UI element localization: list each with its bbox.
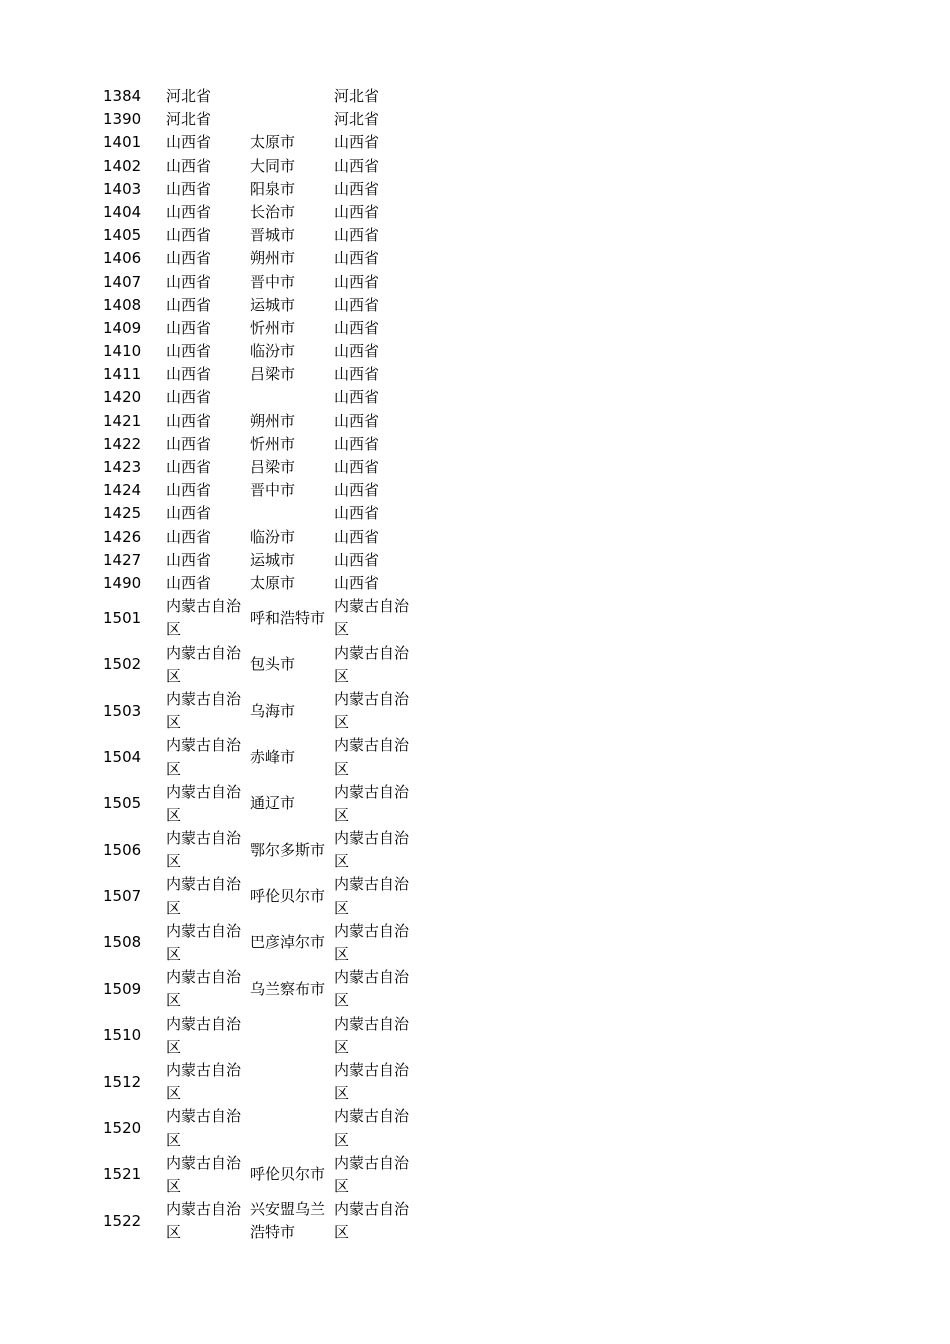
- province-repeat-cell: 内蒙古自治区: [334, 736, 410, 778]
- city-cell: 呼伦贝尔市: [250, 887, 326, 906]
- city-cell: 太原市: [250, 573, 296, 592]
- province-cell: 内蒙古自治区: [166, 829, 242, 871]
- table-row: [100, 108, 420, 131]
- city-cell: 呼和浩特市: [250, 608, 326, 627]
- province-cell: 山西省: [166, 411, 212, 430]
- table-row: [100, 1059, 420, 1105]
- province-repeat-cell: 山西省: [334, 249, 380, 268]
- table-row: [100, 827, 420, 873]
- table-row: [100, 595, 420, 641]
- province-repeat-cell: 山西省: [334, 318, 380, 337]
- province-cell: 山西省: [166, 318, 212, 337]
- code-cell: 1410: [103, 342, 142, 361]
- city-cell: 大同市: [250, 156, 296, 175]
- province-repeat-cell: 山西省: [334, 527, 380, 546]
- province-cell: 山西省: [166, 434, 212, 453]
- code-cell: 1520: [103, 1119, 142, 1138]
- code-cell: 1411: [103, 365, 142, 384]
- code-cell: 1422: [103, 434, 142, 453]
- province-cell: 内蒙古自治区: [166, 1014, 242, 1056]
- table-row: [100, 178, 420, 201]
- province-cell: 内蒙古自治区: [166, 1107, 242, 1149]
- city-cell: 晋中市: [250, 481, 296, 500]
- code-cell: 1401: [103, 133, 142, 152]
- table-row: [100, 1198, 420, 1244]
- province-cell: 山西省: [166, 249, 212, 268]
- province-repeat-cell: 内蒙古自治区: [334, 689, 410, 732]
- province-cell: 山西省: [166, 573, 212, 592]
- table-row: [100, 131, 420, 154]
- province-cell: 山西省: [166, 504, 212, 523]
- city-cell: 包头市: [250, 655, 296, 674]
- table-row: [100, 340, 420, 363]
- table-row: [100, 317, 420, 340]
- province-repeat-cell: 河北省: [334, 87, 380, 105]
- province-repeat-cell: 内蒙古自治区: [334, 921, 410, 964]
- province-repeat-cell: 河北省: [334, 110, 380, 129]
- city-cell: 晋城市: [250, 226, 296, 245]
- province-cell: 内蒙古自治区: [166, 782, 242, 824]
- table-row: [100, 966, 420, 1012]
- province-repeat-cell: 内蒙古自治区: [334, 1153, 410, 1196]
- province-cell: 山西省: [166, 133, 212, 152]
- code-cell: 1506: [103, 840, 142, 859]
- province-cell: 山西省: [166, 156, 212, 175]
- province-cell: 山西省: [166, 295, 212, 314]
- code-cell: 1522: [103, 1211, 142, 1230]
- province-cell: 山西省: [166, 527, 212, 546]
- province-cell: 山西省: [166, 458, 212, 476]
- province-repeat-cell: 内蒙古自治区: [334, 829, 410, 871]
- table-row: [100, 734, 420, 780]
- table-row: [100, 781, 420, 827]
- city-cell: 晋中市: [250, 272, 296, 291]
- table-row: [100, 873, 420, 919]
- city-cell: 巴彦淖尔市: [250, 933, 326, 952]
- table-row: [100, 247, 420, 270]
- region-code-table: [100, 85, 420, 1245]
- province-cell: 山西省: [166, 342, 212, 361]
- code-cell: 1509: [103, 979, 142, 998]
- city-cell: 呼伦贝尔市: [250, 1165, 326, 1184]
- province-repeat-cell: 内蒙古自治区: [334, 1061, 410, 1103]
- code-cell: 1420: [103, 388, 142, 407]
- province-repeat-cell: 内蒙古自治区: [334, 643, 410, 685]
- code-cell: 1507: [103, 887, 142, 906]
- province-cell: 内蒙古自治区: [166, 968, 242, 1010]
- code-cell: 1425: [103, 504, 142, 523]
- code-cell: 1390: [103, 110, 142, 129]
- code-cell: 1503: [103, 701, 142, 720]
- province-repeat-cell: 内蒙古自治区: [334, 875, 410, 917]
- province-repeat-cell: 山西省: [334, 504, 380, 523]
- city-cell: 兴安盟乌兰浩特市: [250, 1200, 326, 1242]
- table-row: [100, 549, 420, 572]
- province-cell: 内蒙古自治区: [166, 1200, 242, 1242]
- province-cell: 内蒙古自治区: [166, 597, 242, 639]
- code-cell: 1510: [103, 1026, 142, 1045]
- city-cell: 通辽市: [250, 794, 296, 813]
- province-cell: 河北省: [166, 87, 212, 105]
- province-repeat-cell: 内蒙古自治区: [334, 597, 410, 639]
- code-cell: 1490: [103, 573, 142, 592]
- table-row: [100, 271, 420, 294]
- city-cell: 乌兰察布市: [250, 979, 326, 998]
- city-cell: 乌海市: [250, 701, 296, 720]
- city-cell: 临汾市: [250, 527, 296, 546]
- city-cell: 吕梁市: [250, 458, 296, 476]
- table-row: [100, 201, 420, 224]
- table-row: [100, 85, 420, 108]
- province-repeat-cell: 山西省: [334, 226, 380, 245]
- province-repeat-cell: 内蒙古自治区: [334, 1200, 410, 1242]
- code-cell: 1403: [103, 179, 142, 198]
- province-repeat-cell: 山西省: [334, 458, 380, 476]
- province-repeat-cell: 山西省: [334, 434, 380, 453]
- code-cell: 1521: [103, 1165, 142, 1184]
- code-cell: 1426: [103, 527, 142, 546]
- city-cell: 运城市: [250, 550, 296, 569]
- province-repeat-cell: 山西省: [334, 573, 380, 592]
- province-repeat-cell: 山西省: [334, 202, 380, 221]
- province-repeat-cell: 山西省: [334, 133, 380, 152]
- table-row: [100, 456, 420, 479]
- table-row: [100, 224, 420, 247]
- province-cell: 内蒙古自治区: [166, 875, 242, 917]
- province-cell: 山西省: [166, 272, 212, 291]
- city-cell: 朔州市: [250, 411, 296, 430]
- province-repeat-cell: 山西省: [334, 156, 380, 175]
- table-row: [100, 642, 420, 688]
- code-cell: 1384: [103, 87, 142, 105]
- province-cell: 内蒙古自治区: [166, 921, 242, 964]
- province-cell: 内蒙古自治区: [166, 643, 242, 685]
- table-row: [100, 363, 420, 386]
- table-row: [100, 410, 420, 433]
- table-row: [100, 479, 420, 502]
- code-cell: 1423: [103, 458, 142, 476]
- table-row: [100, 688, 420, 734]
- code-cell: 1505: [103, 794, 142, 813]
- code-cell: 1404: [103, 202, 142, 221]
- province-cell: 内蒙古自治区: [166, 736, 242, 778]
- table-row: [100, 155, 420, 178]
- city-cell: 鄂尔多斯市: [250, 840, 326, 859]
- province-cell: 河北省: [166, 110, 212, 129]
- code-cell: 1504: [103, 747, 142, 766]
- province-cell: 山西省: [166, 202, 212, 221]
- code-cell: 1409: [103, 318, 142, 337]
- province-cell: 山西省: [166, 481, 212, 500]
- code-cell: 1406: [103, 249, 142, 268]
- city-cell: 运城市: [250, 295, 296, 314]
- code-cell: 1427: [103, 550, 142, 569]
- city-cell: 赤峰市: [250, 747, 296, 766]
- city-cell: 太原市: [250, 133, 296, 152]
- code-cell: 1421: [103, 411, 142, 430]
- table-row: [100, 1105, 420, 1151]
- city-cell: 忻州市: [250, 434, 296, 453]
- province-cell: 内蒙古自治区: [166, 1153, 242, 1196]
- city-cell: 忻州市: [250, 318, 296, 337]
- code-cell: 1405: [103, 226, 142, 245]
- province-repeat-cell: 山西省: [334, 365, 380, 384]
- province-repeat-cell: 山西省: [334, 411, 380, 430]
- city-cell: 长治市: [250, 202, 296, 221]
- province-repeat-cell: 内蒙古自治区: [334, 782, 410, 824]
- province-repeat-cell: 山西省: [334, 481, 380, 500]
- table-row: [100, 920, 420, 966]
- code-cell: 1508: [103, 933, 142, 952]
- code-cell: 1407: [103, 272, 142, 291]
- province-repeat-cell: 内蒙古自治区: [334, 968, 410, 1010]
- province-repeat-cell: 山西省: [334, 550, 380, 569]
- province-repeat-cell: 山西省: [334, 388, 380, 407]
- table-row: [100, 386, 420, 409]
- province-repeat-cell: 内蒙古自治区: [334, 1107, 410, 1149]
- province-cell: 山西省: [166, 365, 212, 384]
- code-cell: 1501: [103, 608, 142, 627]
- table-row: [100, 502, 420, 525]
- code-cell: 1402: [103, 156, 142, 175]
- province-cell: 山西省: [166, 179, 212, 198]
- table-row: [100, 1013, 420, 1059]
- city-cell: 吕梁市: [250, 365, 296, 384]
- table-row: [100, 433, 420, 456]
- province-cell: 内蒙古自治区: [166, 689, 242, 732]
- code-cell: 1502: [103, 655, 142, 674]
- province-repeat-cell: 山西省: [334, 272, 380, 291]
- province-repeat-cell: 山西省: [334, 342, 380, 361]
- province-repeat-cell: 内蒙古自治区: [334, 1014, 410, 1056]
- city-cell: 朔州市: [250, 249, 296, 268]
- code-cell: 1424: [103, 481, 142, 500]
- province-cell: 内蒙古自治区: [166, 1061, 242, 1103]
- table-row: [100, 1152, 420, 1198]
- province-cell: 山西省: [166, 226, 212, 245]
- province-repeat-cell: 山西省: [334, 179, 380, 198]
- province-cell: 山西省: [166, 388, 212, 407]
- table-row: [100, 526, 420, 549]
- city-cell: 临汾市: [250, 342, 296, 361]
- province-cell: 山西省: [166, 550, 212, 569]
- code-cell: 1408: [103, 295, 142, 314]
- table-row: [100, 572, 420, 595]
- table-row: [100, 294, 420, 317]
- province-repeat-cell: 山西省: [334, 295, 380, 314]
- code-cell: 1512: [103, 1072, 142, 1091]
- city-cell: 阳泉市: [250, 179, 296, 198]
